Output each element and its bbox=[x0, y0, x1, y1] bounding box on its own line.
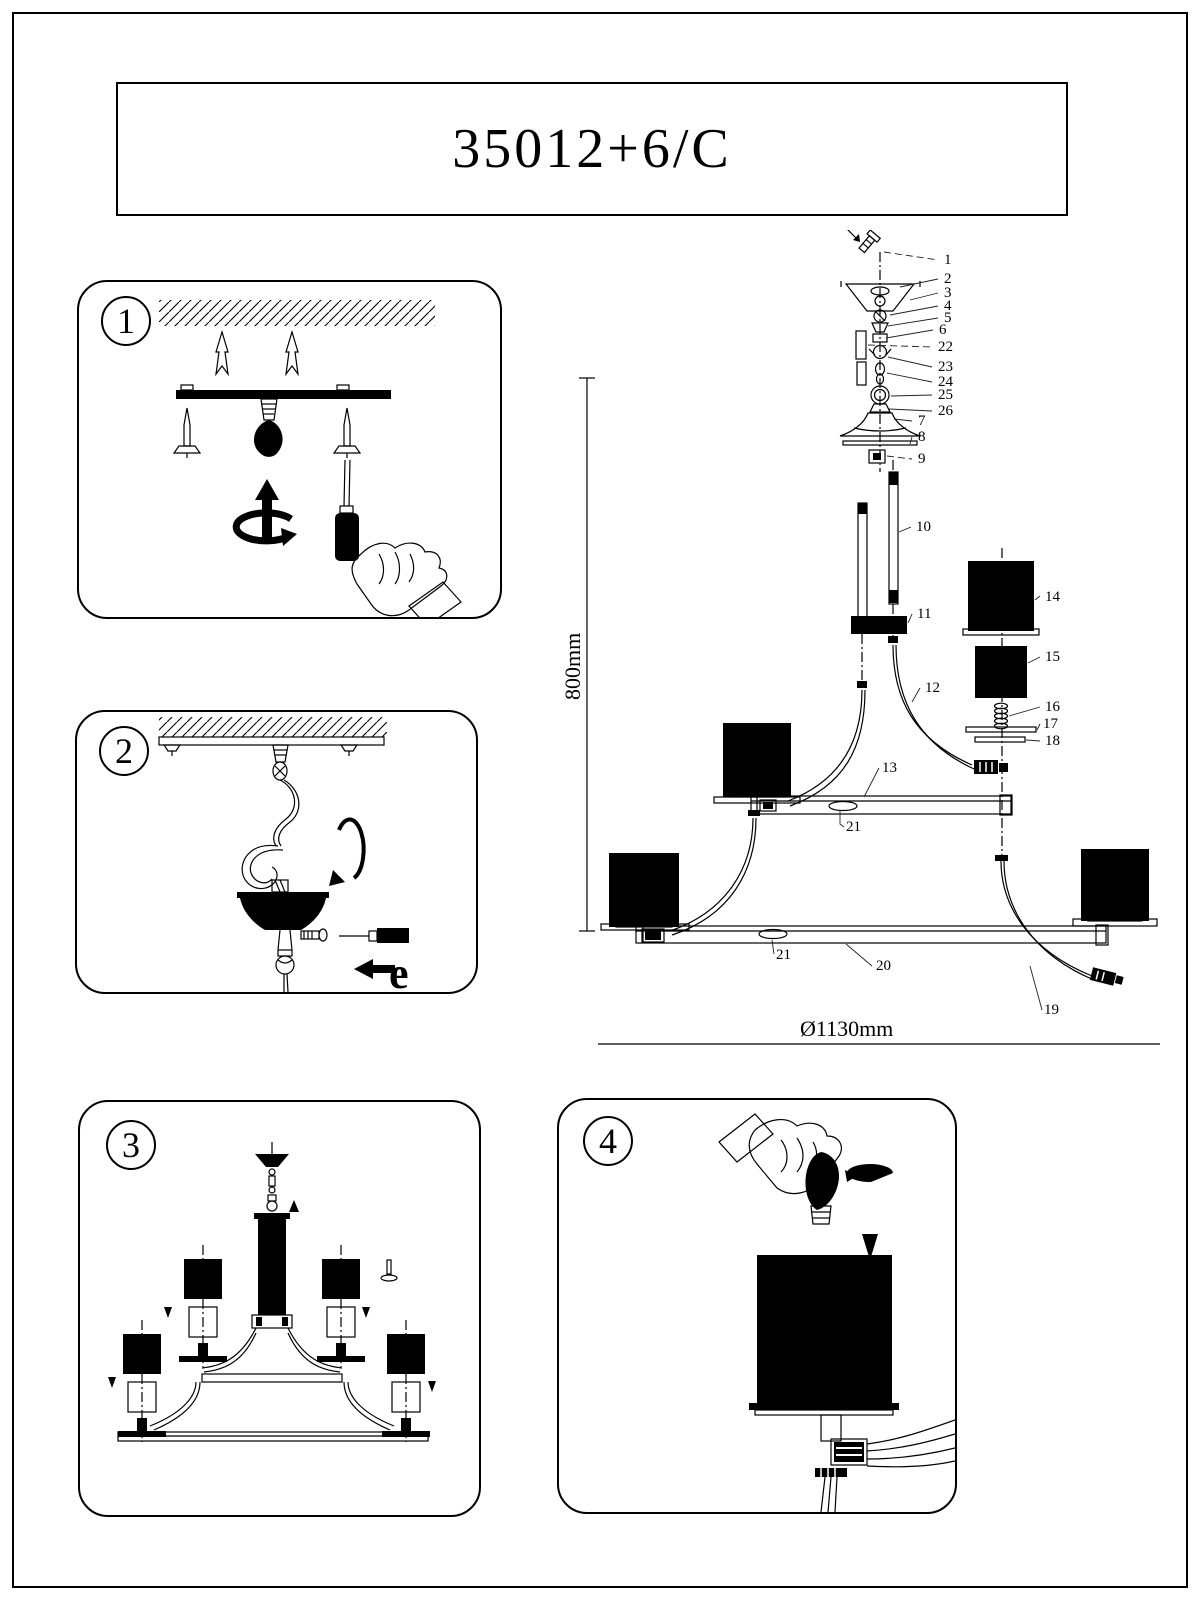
part-label-20: 20 bbox=[876, 958, 891, 974]
square-shade bbox=[749, 1255, 899, 1415]
mounting-bar bbox=[176, 385, 391, 457]
unscrew-icon bbox=[354, 949, 409, 992]
part-label-6: 6 bbox=[939, 322, 947, 338]
part-label-5: 5 bbox=[944, 310, 952, 326]
lower-left-shade bbox=[601, 853, 689, 930]
step-3-panel bbox=[78, 1100, 481, 1517]
diameter-dim-label: Ø1130mm bbox=[800, 1016, 894, 1041]
canopy-bell bbox=[237, 892, 329, 992]
screw-icon bbox=[301, 929, 327, 941]
side-tube bbox=[856, 331, 866, 359]
hanger-assembly bbox=[838, 230, 923, 472]
lower-arms bbox=[670, 810, 1124, 988]
step-1-panel bbox=[77, 280, 502, 619]
upper-arms bbox=[202, 1328, 342, 1382]
mounted-bar bbox=[159, 737, 384, 756]
disc bbox=[966, 727, 1036, 732]
lower-right-shade bbox=[1073, 849, 1157, 926]
upper-left-shade bbox=[714, 723, 800, 803]
rotate-up-icon bbox=[236, 479, 297, 546]
part-label-3: 3 bbox=[944, 285, 952, 301]
up-arrow bbox=[289, 1200, 299, 1232]
part-label-11: 11 bbox=[917, 606, 932, 622]
wall-anchors bbox=[216, 332, 298, 374]
arm-socket bbox=[1090, 967, 1124, 987]
screwdriver-icon bbox=[335, 460, 359, 561]
step-4-illustration bbox=[559, 1100, 955, 1512]
title-box bbox=[116, 82, 1068, 216]
disc-small bbox=[975, 737, 1025, 742]
part-label-9: 9 bbox=[918, 451, 926, 467]
step-2-panel bbox=[75, 710, 478, 994]
shade-parts-column bbox=[963, 548, 1039, 858]
shade-small bbox=[975, 646, 1027, 698]
ceiling-hatch bbox=[155, 717, 389, 737]
canopy-chain bbox=[255, 1142, 289, 1211]
exploded-diagram bbox=[560, 230, 1172, 1060]
part-label-22: 22 bbox=[938, 339, 953, 355]
rotate-arrow-icon bbox=[329, 819, 364, 886]
part-label-13: 13 bbox=[882, 760, 897, 776]
part-label-14: 14 bbox=[1045, 589, 1060, 605]
part-label-26: 26 bbox=[938, 403, 953, 419]
lower-shades bbox=[118, 1320, 430, 1442]
part-label-2: 2 bbox=[944, 271, 952, 287]
part-label-12: 12 bbox=[925, 680, 940, 696]
hand-with-bulb-icon bbox=[719, 1114, 841, 1224]
screw-plate-icon bbox=[381, 1260, 397, 1281]
hook-assembly bbox=[242, 745, 299, 892]
side-tube bbox=[857, 362, 866, 385]
part-label-19: 19 bbox=[1044, 1002, 1059, 1018]
part-label-24: 24 bbox=[938, 374, 953, 390]
part-label-8: 8 bbox=[918, 429, 926, 445]
part-label-4: 4 bbox=[944, 298, 952, 314]
part-label-17: 17 bbox=[1043, 716, 1058, 732]
part-label-1: 1 bbox=[944, 252, 952, 268]
step-1-number: 1 bbox=[117, 301, 135, 341]
step-2-illustration bbox=[77, 712, 476, 992]
step-3-illustration bbox=[80, 1102, 479, 1515]
socket-and-arm bbox=[815, 1415, 955, 1512]
step-4-number: 4 bbox=[599, 1121, 617, 1161]
part-label-18: 18 bbox=[1045, 733, 1060, 749]
upper-ring bbox=[751, 795, 1012, 815]
center-column bbox=[252, 1213, 292, 1328]
screwdriver-icon bbox=[339, 928, 409, 943]
ceiling-hatch bbox=[153, 300, 439, 327]
model-number: 35012+6/C bbox=[452, 118, 732, 180]
step-3-number: 3 bbox=[122, 1125, 140, 1165]
step-4-panel bbox=[557, 1098, 957, 1514]
height-dimension bbox=[560, 378, 595, 931]
part-label-15: 15 bbox=[1045, 649, 1060, 665]
part-label-21b: 21 bbox=[776, 947, 791, 963]
diameter-dimension bbox=[598, 1016, 1160, 1044]
part-label-16: 16 bbox=[1045, 699, 1060, 715]
part-label-23: 23 bbox=[938, 359, 953, 375]
unscrew-letter: e bbox=[389, 949, 409, 992]
slot bbox=[829, 802, 857, 811]
part-label-25: 25 bbox=[938, 387, 953, 403]
height-dim-label: 800mm bbox=[560, 632, 585, 700]
hand-icon bbox=[352, 543, 461, 617]
rotate-down-icon bbox=[845, 1164, 893, 1260]
part-label-21: 21 bbox=[846, 819, 861, 835]
shade-large bbox=[968, 561, 1034, 631]
bulb bbox=[995, 703, 1008, 729]
part-label-7: 7 bbox=[918, 413, 926, 429]
step-2-number: 2 bbox=[115, 731, 133, 771]
screw-icon bbox=[857, 230, 880, 254]
hanger-rods bbox=[851, 460, 907, 681]
part-label-10: 10 bbox=[916, 519, 931, 535]
step-1-illustration bbox=[79, 282, 500, 617]
